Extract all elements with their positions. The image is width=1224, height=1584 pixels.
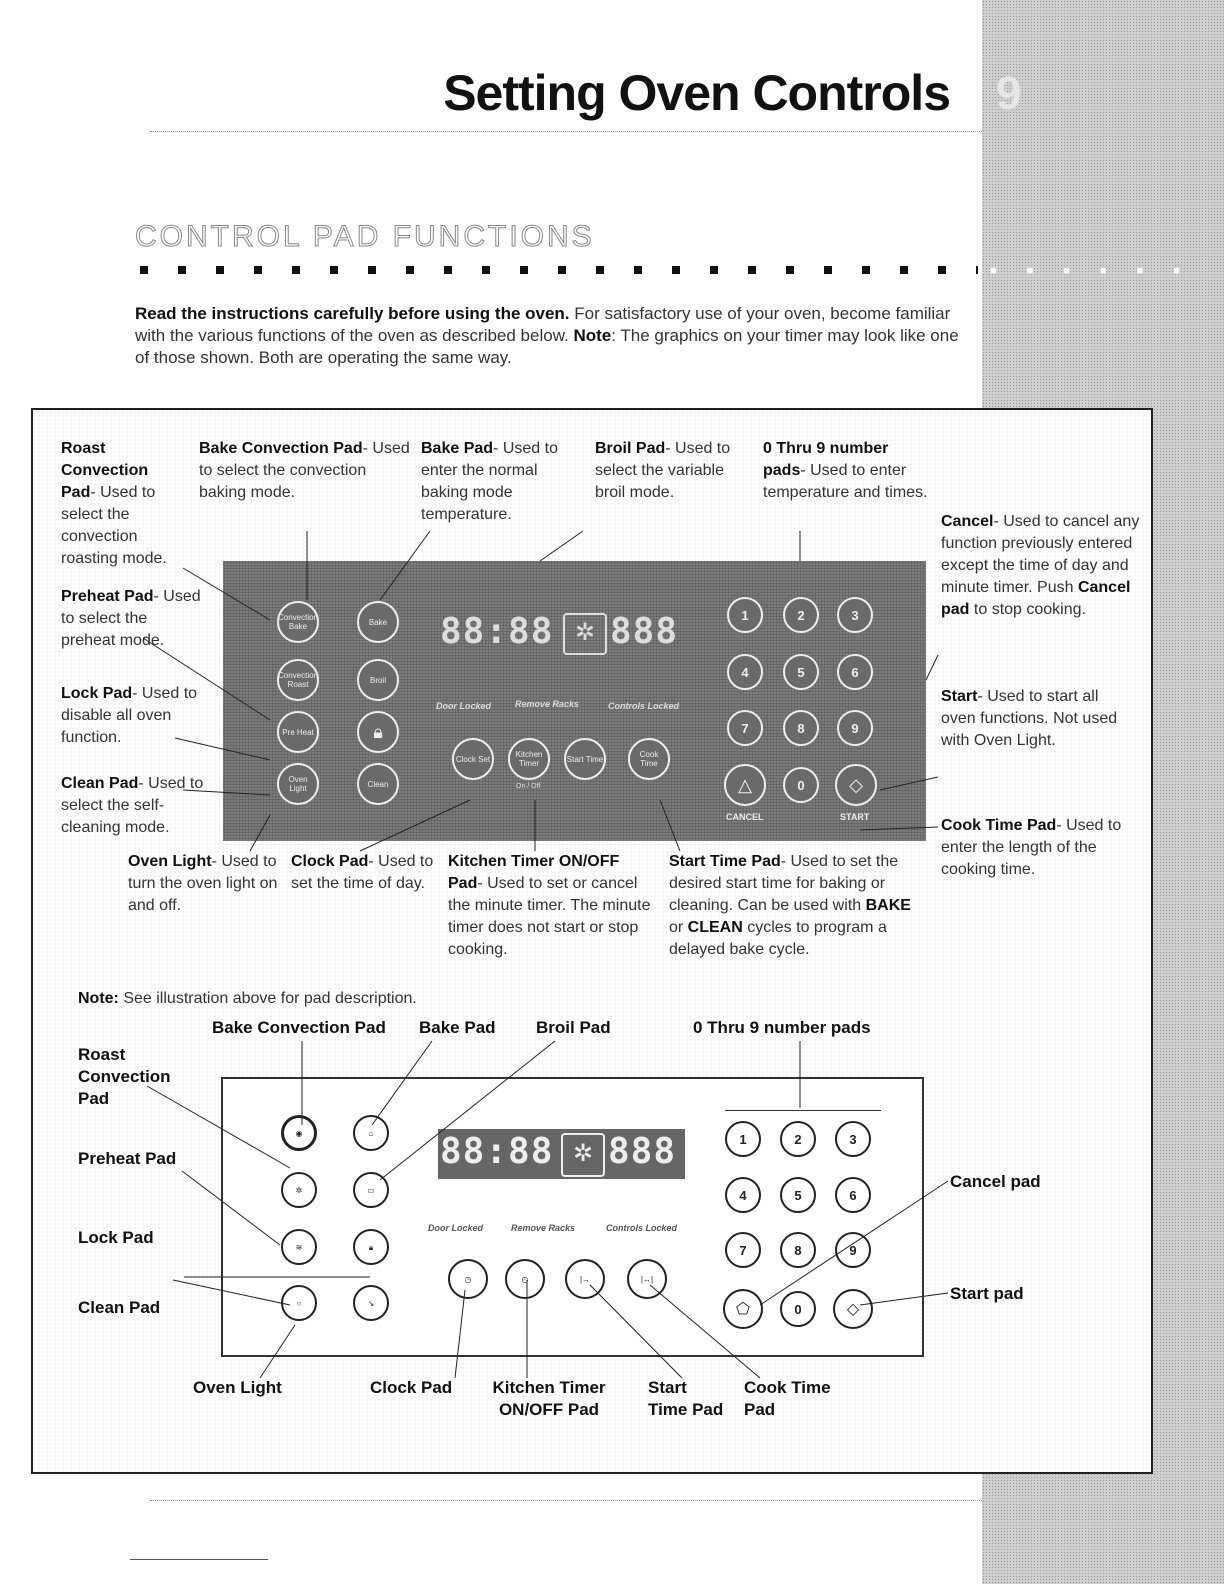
- f2-label-broil: Broil Pad: [536, 1018, 611, 1037]
- bake-icon: ⌂: [368, 1128, 374, 1138]
- pad-kitchen-timer[interactable]: Kitchen Timer: [508, 738, 550, 780]
- label-cook-time: Cook Time Pad- Used to enter the length of the cooking time.: [941, 817, 1122, 878]
- pad-digit-8[interactable]: 8: [783, 710, 819, 746]
- pad-clock-set[interactable]: Clock Set: [452, 738, 494, 780]
- indicator-controls-locked: Controls Locked: [608, 701, 680, 711]
- lock-icon: 🔒︎: [373, 721, 383, 742]
- f2-label-preheat: Preheat Pad: [78, 1149, 177, 1168]
- label-start: Start- Used to start all oven functions. Not used with Oven Light.: [941, 688, 1118, 749]
- pad-digit-4[interactable]: 4: [727, 654, 763, 690]
- f2-pad-digit-9[interactable]: 9: [835, 1232, 871, 1268]
- display-time: 88:88: [440, 611, 554, 652]
- f2-pad-digit-4[interactable]: 4: [725, 1177, 761, 1213]
- pad-digit-6[interactable]: 6: [837, 654, 873, 690]
- pad-preheat[interactable]: Pre Heat: [277, 711, 319, 753]
- label-number-pads: 0 Thru 9 number pads- Used to enter temperature and times.: [763, 440, 928, 501]
- fan-icon: ✲: [563, 613, 607, 655]
- cancel-triangle-icon: △: [738, 774, 752, 795]
- label-kitchen-timer: Kitchen Timer ON/OFF Pad- Used to set or cancel the minute timer. The minute timer does not start or stop cooking.: [448, 853, 651, 958]
- f2-pad-digit-3[interactable]: 3: [835, 1121, 871, 1157]
- convection-icon: ✲: [295, 1185, 303, 1195]
- indicator-remove-racks: Remove Racks: [515, 699, 580, 709]
- f2-pad-digit-6[interactable]: 6: [835, 1177, 871, 1213]
- f2-pad-digit-0[interactable]: 0: [780, 1291, 816, 1327]
- pad-bake[interactable]: Bake: [357, 601, 399, 643]
- label-lock: Lock Pad- Used to disable all oven function.: [61, 685, 198, 746]
- label-start-time: Start Time Pad- Used to set the desired start time for baking or cleaning. Can be used with BAKE or CLEAN cycles to program a delayed bake cycle.: [669, 853, 911, 958]
- f2-label-cancel: Cancel pad: [950, 1172, 1041, 1191]
- pad-digit-7[interactable]: 7: [727, 710, 763, 746]
- f2-label-bake: Bake Pad: [419, 1018, 496, 1037]
- label-oven-light: Oven Light- Used to turn the oven light on and off.: [128, 853, 278, 914]
- page-title: Setting Oven Controls: [443, 65, 950, 121]
- pad-digit-0[interactable]: 0: [783, 767, 819, 803]
- label-cancel: Cancel- Used to cancel any function previously entered except the time of day and minute timer. Push Cancel pad to stop cooking.: [941, 513, 1140, 618]
- f2-label-start: Start pad: [950, 1284, 1024, 1303]
- indicator-door-locked: Door Locked: [436, 701, 492, 711]
- pad-convection-roast[interactable]: Convection Roast: [277, 659, 319, 701]
- lock-icon: 🔒︎: [368, 1242, 374, 1252]
- start-diamond-icon: ◇: [846, 1300, 860, 1318]
- f2-pad-digit-7[interactable]: 7: [725, 1232, 761, 1268]
- intro-note-label: Note: [573, 326, 612, 345]
- label-roast-convection: Roast Convection Pad- Used to select the convection roasting mode.: [61, 440, 167, 567]
- f2-label-cook-time: Cook Time Pad: [744, 1378, 831, 1419]
- clean-icon: ↘: [367, 1298, 375, 1308]
- label-bake-convection: Bake Convection Pad- Used to select the convection baking mode.: [199, 440, 410, 501]
- f2-indicator-remove-racks: Remove Racks: [511, 1223, 576, 1233]
- f2-label-kitchen-timer: Kitchen Timer ON/OFF Pad: [492, 1378, 606, 1419]
- f2-label-bake-convection: Bake Convection Pad: [212, 1018, 386, 1037]
- f2-display-temp: 888: [608, 1131, 677, 1172]
- pad-convection-bake[interactable]: Convection Bake: [277, 601, 319, 643]
- cook-time-icon: |↔|: [640, 1274, 654, 1284]
- pad-digit-1[interactable]: 1: [727, 597, 763, 633]
- pad-digit-5[interactable]: 5: [783, 654, 819, 690]
- start-diamond-icon: ◇: [849, 774, 863, 795]
- f2-pad-digit-5[interactable]: 5: [780, 1177, 816, 1213]
- pad-clean[interactable]: Clean: [357, 763, 399, 805]
- f2-label-oven-light: Oven Light: [193, 1378, 282, 1397]
- f2-indicator-controls-locked: Controls Locked: [606, 1223, 678, 1233]
- start-time-icon: |→: [579, 1274, 591, 1284]
- light-bulb-icon: ○: [296, 1298, 302, 1308]
- f2-label-lock: Lock Pad: [78, 1228, 154, 1247]
- f2-label-number-pads: 0 Thru 9 number pads: [693, 1018, 871, 1037]
- f2-label-start-time: Start Time Pad: [648, 1378, 724, 1419]
- f2-label-clean: Clean Pad: [78, 1298, 161, 1317]
- f2-pad-digit-2[interactable]: 2: [780, 1121, 816, 1157]
- cancel-shield-icon: ⬠: [736, 1300, 750, 1318]
- timer-icon: ◴: [521, 1274, 529, 1284]
- section-title: CONTROL PAD FUNCTIONS: [135, 220, 595, 253]
- intro-text-1: For satisfactory use of your oven, become familiar with the various functions of the oven as described below.: [135, 304, 951, 345]
- label-clock: Clock Pad- Used to set the time of day.: [291, 853, 434, 892]
- tab-dot-row: ■■■■■■: [990, 265, 1210, 277]
- pad-broil[interactable]: Broil: [357, 659, 399, 701]
- label-broil-pad: Broil Pad- Used to select the variable broil mode.: [595, 440, 731, 501]
- pad-oven-light[interactable]: Oven Light: [277, 763, 319, 805]
- footer-rule: [150, 1500, 982, 1501]
- label-clean: Clean Pad- Used to select the self-cleaning mode.: [61, 775, 204, 836]
- f2-label-clock: Clock Pad: [370, 1378, 453, 1397]
- f2-display-time: 88:88: [440, 1131, 554, 1172]
- f2-pad-digit-8[interactable]: 8: [780, 1232, 816, 1268]
- intro-text-2: : The graphics on your timer may look like one of those shown. Both are operating the same way.: [135, 326, 959, 367]
- clock-icon: ◷: [464, 1274, 472, 1284]
- pad-digit-2[interactable]: 2: [783, 597, 819, 633]
- roast-icon: ◉: [295, 1128, 303, 1138]
- label-bake-pad: Bake Pad- Used to enter the normal baking mode temperature.: [421, 440, 558, 523]
- figure2-note: Note: See illustration above for pad description.: [78, 990, 417, 1007]
- display-temp: 888: [610, 611, 679, 652]
- f2-fan-icon: ✲: [561, 1133, 605, 1177]
- intro-bold: Read the instructions carefully before using the oven.: [135, 304, 570, 323]
- f2-indicator-door-locked: Door Locked: [428, 1223, 484, 1233]
- pad-digit-9[interactable]: 9: [837, 710, 873, 746]
- f2-pad-digit-1[interactable]: 1: [725, 1121, 761, 1157]
- start-caption: START: [840, 812, 870, 822]
- kitchen-timer-sublabel: On / Off: [516, 783, 541, 790]
- label-preheat: Preheat Pad- Used to select the preheat mode.: [61, 588, 201, 649]
- preheat-icon: ≋: [295, 1242, 303, 1252]
- cancel-caption: CANCEL: [726, 812, 764, 822]
- broil-icon: ▭: [367, 1185, 375, 1195]
- pad-cook-time[interactable]: Cook Time: [628, 738, 670, 780]
- page-number: 9: [996, 67, 1022, 119]
- pad-start-time[interactable]: Start Time: [564, 738, 606, 780]
- footer-link-line: [130, 1559, 268, 1560]
- f2-label-roast-convection: Roast Convection Pad: [78, 1045, 171, 1108]
- pad-digit-3[interactable]: 3: [837, 597, 873, 633]
